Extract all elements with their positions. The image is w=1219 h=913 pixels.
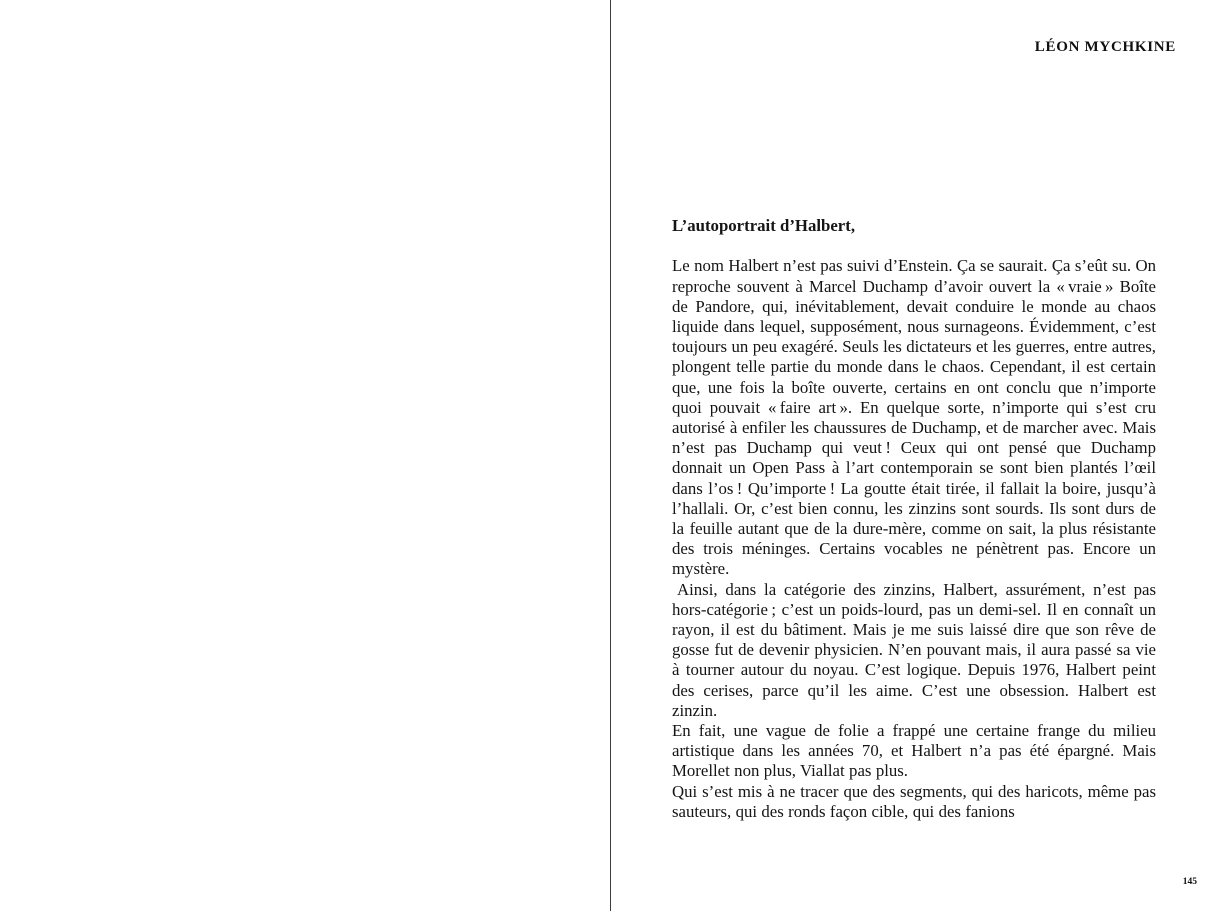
paragraph-2: Ainsi, dans la catégorie des zinzins, Halbert, assurément, n’est pas hors-catégorie ; c’est un poids-lourd, pas un demi-sel. Il en connaît un rayon, il est du bâtiment. Mais je me suis laissé dire que son rêve de gosse fut de devenir physicien. N’en pouvant mais, il aura passé sa vie à tourner autour du noyau. C’est logique. Depuis 1976, Halbert peint des cerises, parce qu’il les aime. C’est une obsession. Halbert est zinzin. <box>672 579 1156 720</box>
section-title: L’autoportrait d’Halbert, <box>672 216 856 235</box>
running-header-author: LÉON MYCHKINE <box>1034 39 1176 55</box>
paragraph-1: Le nom Halbert n’est pas suivi d’Enstein. Ça se saurait. Ça s’eût su. On reproche souvent à Marcel Duchamp d’avoir ouvert la « vraie » Boîte de Pandore, qui, inévitablement, devait conduire le monde au chaos liquide dans lequel, supposément, nous surnageons. Évidemment, c’est toujours un peu exagéré. Seuls les dictateurs et les guerres, entre autres, plongent telle partie du monde dans le chaos. Cependant, il est certain que, une fois la boîte ouverte, certains en ont conclu que n’importe quoi pouvait « faire art ». En quelque sorte, n’importe qui s’est cru autorisé à enfiler les chaussures de Duchamp, et de marcher avec. Mais n’est pas Duchamp qui veut ! Ceux qui ont pensé que Duchamp donnait un Open Pass à l’art contemporain se sont bien plantés l’œil dans l’os ! Qu’importe ! La goutte était tirée, il fallait la boire, jusqu’à l’hallali. Or, c’est bien connu, les zinzins sont sourds. Ils sont durs de la feuille autant que de la dure-mère, comme on sait, la plus résistante des trois méninges. Certains vocables ne pénètrent pas. Encore un mystère. <box>672 256 1156 579</box>
paragraph-4: Qui s’est mis à ne tracer que des segments, qui des haricots, même pas sauteurs, qui des ronds façon cible, qui des fanions <box>672 781 1156 821</box>
paragraph-3: En fait, une vague de folie a frappé une certaine frange du milieu artistique dans les années 70, et Halbert n’a pas été épargné. Mais Morellet non plus, Viallat pas plus. <box>672 721 1156 781</box>
page-number: 145 <box>1182 877 1197 887</box>
text-column <box>672 216 1156 822</box>
page-divider-line <box>610 0 611 911</box>
